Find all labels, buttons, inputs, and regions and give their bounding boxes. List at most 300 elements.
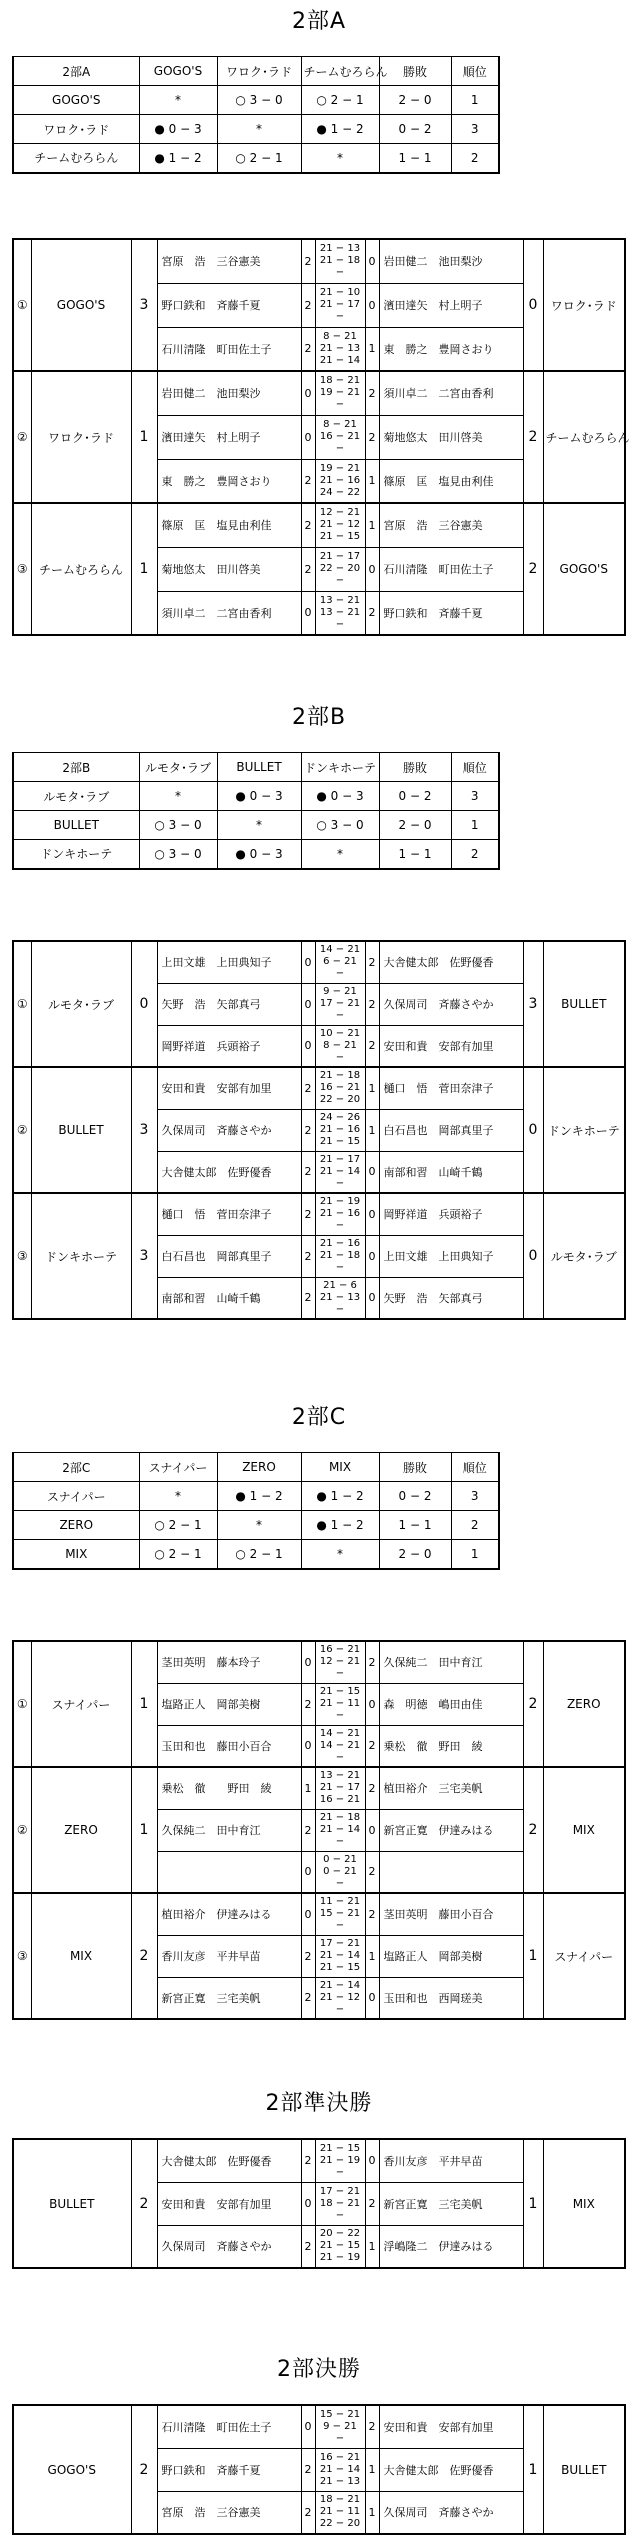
standings-cell: ● 1 − 2 (301, 1511, 379, 1540)
standings-row (13, 115, 499, 144)
set-score: 20 − 22 (319, 2228, 361, 2240)
set-score: 15 − 21 (319, 1908, 361, 1920)
standings-cell: 2 (451, 1511, 499, 1540)
left-games-won: 2 (301, 547, 315, 591)
right-games-won: 1 (365, 1109, 379, 1151)
set-score: 21 − 16 (319, 1238, 361, 1249)
right-games-won: 2 (365, 2405, 379, 2448)
right-games-won: 2 (365, 415, 379, 459)
right-pair-names: 玉田和也 西岡瑳美 (379, 1977, 523, 2019)
match-detail-table (12, 2404, 626, 2535)
standings-team-name: チームむろらん (13, 144, 139, 173)
set-score: 21 − 15 (319, 2240, 361, 2252)
standings-cell: 0 − 2 (379, 1482, 451, 1511)
left-team-points: 3 (131, 1193, 157, 1319)
set-score: 21 − 17 (319, 551, 361, 562)
standings-cell: ○ 2 − 1 (139, 1511, 217, 1540)
match-detail-table (12, 1640, 626, 2020)
left-pair-names: 野口鉄和 斉藤千夏 (157, 283, 301, 327)
set-score: − (335, 1877, 345, 1889)
set-score: 8 − 21 (323, 419, 357, 430)
standings-header-cell: BULLET (217, 753, 301, 782)
left-pair-names: 茎田英明 藤本玲子 (157, 1641, 301, 1683)
game-scores (315, 2139, 365, 2182)
right-pair-names: 茎田英明 藤田小百合 (379, 1893, 523, 1935)
right-games-won: 2 (365, 1025, 379, 1067)
set-score: 16 − 21 (319, 1082, 361, 1094)
game-row (13, 1067, 625, 1109)
set-score: − (335, 399, 345, 411)
right-team-points: 0 (523, 1193, 543, 1319)
set-score: 21 − 19 (319, 1196, 361, 1208)
standings-header-row (13, 57, 499, 86)
match-number: ② (13, 371, 31, 503)
game-scores (315, 1277, 365, 1319)
left-team-points: 1 (131, 1641, 157, 1767)
standings-header-cell: 順位 (451, 57, 499, 86)
right-pair-names: 南部和習 山崎千鶴 (379, 1151, 523, 1193)
left-team-name: スナイパー (31, 1641, 131, 1767)
left-pair-names: 菊地悠太 田川啓美 (157, 547, 301, 591)
left-pair-names: 久保純二 田中育江 (157, 1809, 301, 1851)
match-number: ② (13, 1767, 31, 1893)
set-score: 12 − 21 (319, 1656, 361, 1668)
set-score: − (335, 2003, 345, 2015)
standings-cell: 3 (451, 1482, 499, 1511)
standings-cell: 2 − 0 (379, 86, 451, 115)
standings-cell: 2 (451, 144, 499, 173)
set-score: 16 − 21 (319, 1644, 361, 1656)
set-score: 21 − 14 (319, 1950, 361, 1961)
set-score: 21 − 16 (319, 1124, 361, 1135)
game-scores (315, 1025, 365, 1067)
standings-cell: * (139, 86, 217, 115)
right-pair-names: 宮原 浩 三谷憲美 (379, 503, 523, 547)
left-pair-names: 新宮正寛 三宅美帆 (157, 1977, 301, 2019)
right-games-won: 1 (365, 327, 379, 371)
game-scores (315, 2448, 365, 2491)
standings-header-cell: 勝敗 (379, 753, 451, 782)
standings-header-row (13, 1453, 499, 1482)
left-team-name: チームむろらん (31, 503, 131, 635)
right-games-won: 0 (365, 1277, 379, 1319)
left-pair-names: 乗松 徹 野田 綾 (157, 1767, 301, 1809)
left-team-points: 1 (131, 503, 157, 635)
set-score: 21 − 10 (319, 287, 361, 298)
left-pair-names: 大舎健太郎 佐野優香 (157, 1151, 301, 1193)
set-score: − (335, 1920, 345, 1932)
game-row (13, 2405, 625, 2448)
standings-cell: ○ 2 − 1 (217, 144, 301, 173)
set-score: 21 − 15 (319, 1962, 361, 1973)
standings-team-name: ワロク･ラド (13, 115, 139, 144)
left-pair-names: 須川卓二 二宮由香利 (157, 591, 301, 635)
standings-cell: ● 1 − 2 (301, 115, 379, 144)
left-pair-names: 南部和習 山崎千鶴 (157, 1277, 301, 1319)
standings-header-cell: 順位 (451, 1453, 499, 1482)
set-score: 9 − 21 (323, 986, 357, 997)
standings-cell: 1 − 1 (379, 840, 451, 869)
right-pair-names: 新宮正寛 伊達みはる (379, 1809, 523, 1851)
right-pair-names: 白石昌也 岡部真里子 (379, 1109, 523, 1151)
set-score: − (335, 1177, 345, 1189)
left-team-points: 3 (131, 239, 157, 371)
standings-cell: 1 (451, 1540, 499, 1569)
set-score: 17 − 21 (319, 998, 361, 1009)
left-team-points: 3 (131, 1067, 157, 1193)
left-games-won: 2 (301, 1067, 315, 1109)
game-scores (315, 2225, 365, 2268)
right-pair-names: 岩田健二 池田梨沙 (379, 239, 523, 283)
set-score: 21 − 14 (319, 1824, 361, 1835)
game-row (13, 239, 625, 283)
set-score: 21 − 6 (323, 1279, 357, 1291)
right-pair-names: 安田和貴 安部有加里 (379, 1025, 523, 1067)
standings-team-name: スナイパー (13, 1482, 139, 1511)
left-games-won: 2 (301, 2139, 315, 2182)
game-scores (315, 1067, 365, 1109)
standings-cell: 3 (451, 115, 499, 144)
match-detail-table (12, 940, 626, 1320)
right-team-name: MIX (543, 2139, 625, 2268)
section-title: 2部A (291, 9, 347, 34)
left-pair-names: 上田文雄 上田典知子 (157, 941, 301, 983)
right-team-points: 2 (523, 371, 543, 503)
left-pair-names: 篠原 匡 塩見由利佳 (157, 503, 301, 547)
set-score: 21 − 13 (319, 1291, 361, 1303)
set-score: 21 − 19 (319, 2154, 361, 2166)
left-pair-names: 香川友彦 平井早苗 (157, 1935, 301, 1977)
right-games-won: 0 (365, 1151, 379, 1193)
standings-cell: * (139, 782, 217, 811)
left-pair-names: 宮原 浩 三谷憲美 (157, 2491, 301, 2534)
standings-cell: 0 − 2 (379, 782, 451, 811)
standings-header-cell: スナイパー (139, 1453, 217, 1482)
right-pair-names: 浮嶋隆二 伊達みはる (379, 2225, 523, 2268)
right-games-won: 0 (365, 2139, 379, 2182)
standings-header-cell: ZERO (217, 1453, 301, 1482)
set-score: 18 − 21 (319, 2197, 361, 2209)
set-score: 24 − 22 (319, 486, 361, 498)
game-scores (315, 239, 365, 283)
left-pair-names: 岩田健二 池田梨沙 (157, 371, 301, 415)
set-score: 16 − 21 (319, 1794, 361, 1806)
set-score: 0 − 21 (323, 1853, 357, 1865)
match-number: ① (13, 941, 31, 1067)
standings-cell: * (217, 115, 301, 144)
set-score: − (335, 2432, 345, 2444)
set-score: 13 − 21 (319, 1770, 361, 1782)
game-scores (315, 503, 365, 547)
standings-header-cell: MIX (301, 1453, 379, 1482)
standings-cell: 0 − 2 (379, 115, 451, 144)
standings-row (13, 1540, 499, 1569)
set-score: 9 − 21 (323, 2420, 357, 2432)
set-score: − (335, 1010, 345, 1021)
standings-table (12, 752, 500, 870)
game-scores (315, 1935, 365, 1977)
standings-cell: ○ 3 − 0 (217, 86, 301, 115)
left-games-won: 0 (301, 941, 315, 983)
standings-cell: 2 (451, 840, 499, 869)
set-score: 21 − 15 (319, 2142, 361, 2154)
set-score: 16 − 21 (319, 431, 361, 442)
game-scores (315, 283, 365, 327)
left-games-won: 2 (301, 1809, 315, 1851)
right-games-won: 0 (365, 283, 379, 327)
right-team-name: GOGO'S (543, 503, 625, 635)
left-pair-names: 玉田和也 藤田小百合 (157, 1725, 301, 1767)
left-pair-names (157, 1851, 301, 1893)
left-team-name: ルモタ･ラブ (31, 941, 131, 1067)
game-scores (315, 983, 365, 1025)
set-score: 14 − 21 (319, 944, 361, 956)
standings-row (13, 1511, 499, 1540)
standings-header-cell: GOGO'S (139, 57, 217, 86)
right-team-name: BULLET (543, 2405, 625, 2534)
standings-cell: * (301, 144, 379, 173)
right-pair-names: 大舎健太郎 佐野優香 (379, 2448, 523, 2491)
right-pair-names: 矢野 浩 矢部真弓 (379, 1277, 523, 1319)
right-games-won: 1 (365, 1067, 379, 1109)
set-score: 18 − 21 (319, 2494, 361, 2506)
standings-cell: 3 (451, 782, 499, 811)
standings-cell: 1 − 1 (379, 144, 451, 173)
set-score: 21 − 15 (319, 1686, 361, 1697)
game-scores (315, 1641, 365, 1683)
standings-header-cell: 勝敗 (379, 1453, 451, 1482)
right-team-name: チームむろらん (543, 371, 625, 503)
right-team-name: スナイパー (543, 1893, 625, 2019)
set-score: 21 − 14 (319, 1979, 361, 1991)
game-row (13, 503, 625, 547)
left-games-won: 2 (301, 327, 315, 371)
set-score: 0 − 21 (323, 1865, 357, 1877)
set-score: 21 − 18 (319, 1250, 361, 1261)
game-row (13, 1193, 625, 1235)
game-scores (315, 1851, 365, 1893)
set-score: − (335, 1836, 345, 1847)
right-games-won: 2 (365, 2182, 379, 2225)
set-score: 21 − 14 (319, 1165, 361, 1177)
left-games-won: 2 (301, 503, 315, 547)
match-number: ③ (13, 503, 31, 635)
standings-row (13, 811, 499, 840)
standings-cell: ○ 3 − 0 (301, 811, 379, 840)
standings-cell: 2 − 0 (379, 811, 451, 840)
right-team-points: 0 (523, 239, 543, 371)
match-number: ① (13, 239, 31, 371)
set-score: 21 − 17 (319, 1782, 361, 1794)
left-games-won: 0 (301, 415, 315, 459)
right-pair-names: 野口鉄和 斉藤千夏 (379, 591, 523, 635)
standings-row (13, 840, 499, 869)
left-team-name: GOGO'S (13, 2405, 131, 2534)
right-team-points: 0 (523, 1067, 543, 1193)
set-score: 18 − 21 (319, 375, 361, 387)
set-score: − (335, 1220, 345, 1232)
left-games-won: 2 (301, 1683, 315, 1725)
right-games-won: 0 (365, 1809, 379, 1851)
right-team-name: ドンキホーテ (543, 1067, 625, 1193)
right-games-won: 0 (365, 1235, 379, 1277)
left-pair-names: 安田和貴 安部有加里 (157, 2182, 301, 2225)
game-scores (315, 1725, 365, 1767)
right-pair-names: 新宮正寛 三宅美帆 (379, 2182, 523, 2225)
set-score: 21 − 16 (319, 1208, 361, 1220)
game-row (13, 1767, 625, 1809)
standings-cell: 1 (451, 811, 499, 840)
right-games-won: 1 (365, 2491, 379, 2534)
standings-cell: ○ 3 − 0 (139, 811, 217, 840)
left-pair-names: 植田裕介 伊達みはる (157, 1893, 301, 1935)
set-score: 21 − 11 (319, 2506, 361, 2518)
set-score: 21 − 14 (319, 354, 361, 366)
set-score: 19 − 21 (319, 462, 361, 474)
right-pair-names: 乗松 徹 野田 綾 (379, 1725, 523, 1767)
left-pair-names: 宮原 浩 三谷憲美 (157, 239, 301, 283)
right-pair-names: 菊地悠太 田川啓美 (379, 415, 523, 459)
right-pair-names (379, 1851, 523, 1893)
left-games-won: 2 (301, 1109, 315, 1151)
standings-cell: ● 0 − 3 (301, 782, 379, 811)
standings-cell: 2 − 0 (379, 1540, 451, 1569)
right-pair-names: 久保純二 田中育江 (379, 1641, 523, 1683)
set-score: 21 − 18 (319, 1812, 361, 1823)
right-games-won: 0 (365, 1683, 379, 1725)
standings-cell: ● 1 − 2 (301, 1482, 379, 1511)
set-score: − (335, 1051, 345, 1063)
standings-row (13, 86, 499, 115)
right-pair-names: 濱田達矢 村上明子 (379, 283, 523, 327)
left-team-points: 0 (131, 941, 157, 1067)
left-games-won: 0 (301, 1851, 315, 1893)
left-games-won: 0 (301, 983, 315, 1025)
game-row (13, 941, 625, 983)
right-team-name: BULLET (543, 941, 625, 1067)
set-score: − (335, 1668, 345, 1680)
game-scores (315, 1109, 365, 1151)
standings-header-cell: ワロク･ラド (217, 57, 301, 86)
left-games-won: 2 (301, 459, 315, 503)
set-score: 22 − 20 (319, 563, 361, 574)
set-score: 17 − 21 (319, 2185, 361, 2197)
standings-table (12, 1452, 500, 1570)
game-row (13, 371, 625, 415)
standings-header-cell: チームむろらん (301, 57, 379, 86)
standings-row (13, 782, 499, 811)
game-scores (315, 1767, 365, 1809)
game-scores (315, 1235, 365, 1277)
right-team-name: ワロク･ラド (543, 239, 625, 371)
right-pair-names: 大舎健太郎 佐野優香 (379, 941, 523, 983)
match-detail-table (12, 2138, 626, 2269)
set-score: 13 − 21 (319, 594, 361, 606)
left-pair-names: 安田和貴 安部有加里 (157, 1067, 301, 1109)
left-games-won: 0 (301, 371, 315, 415)
set-score: 19 − 21 (319, 387, 361, 399)
match-detail-table (12, 238, 630, 636)
standings-team-name: ドンキホーテ (13, 840, 139, 869)
right-games-won: 1 (365, 2448, 379, 2491)
standings-cell: ● 1 − 2 (217, 1482, 301, 1511)
set-score: 21 − 15 (319, 531, 361, 543)
right-games-won: 1 (365, 2225, 379, 2268)
set-score: − (335, 968, 345, 980)
right-pair-names: 篠原 匡 塩見由利佳 (379, 459, 523, 503)
left-pair-names: 久保周司 斉藤さやか (157, 2225, 301, 2268)
set-score: − (335, 267, 345, 279)
right-team-name: ZERO (543, 1641, 625, 1767)
left-pair-names: 石川清隆 町田佐土子 (157, 327, 301, 371)
set-score: − (335, 311, 345, 322)
left-games-won: 2 (301, 239, 315, 283)
standings-header-cell: ドンキホーテ (301, 753, 379, 782)
standings-cell: ● 0 − 3 (217, 782, 301, 811)
section-title: 2部C (291, 1405, 347, 1430)
set-score: 6 − 21 (323, 956, 357, 968)
left-team-name: BULLET (13, 2139, 131, 2268)
left-pair-names: 濱田達矢 村上明子 (157, 415, 301, 459)
game-row (13, 1893, 625, 1935)
standings-team-name: ルモタ･ラブ (13, 782, 139, 811)
left-games-won: 2 (301, 283, 315, 327)
left-games-won: 0 (301, 1641, 315, 1683)
right-pair-names: 久保周司 斉藤さやか (379, 2491, 523, 2534)
standings-header-cell: 2部C (13, 1453, 139, 1482)
right-team-points: 1 (523, 2139, 543, 2268)
left-team-name: MIX (31, 1893, 131, 2019)
standings-cell: * (301, 1540, 379, 1569)
set-score: 24 − 26 (319, 1112, 361, 1123)
left-team-points: 2 (131, 1893, 157, 2019)
section-title: 2部決勝 (277, 2357, 361, 2382)
right-games-won: 2 (365, 941, 379, 983)
left-games-won: 2 (301, 1977, 315, 2019)
right-games-won: 0 (365, 1977, 379, 2019)
set-score: − (335, 1262, 345, 1273)
game-scores (315, 2182, 365, 2225)
standings-table (12, 56, 500, 174)
left-games-won: 0 (301, 2182, 315, 2225)
set-score: 21 − 13 (319, 342, 361, 354)
left-games-won: 0 (301, 2405, 315, 2448)
standings-cell: ● 0 − 3 (217, 840, 301, 869)
game-scores (315, 1151, 365, 1193)
set-score: − (335, 443, 345, 454)
left-games-won: 2 (301, 1277, 315, 1319)
set-score: 17 − 21 (319, 1938, 361, 1949)
left-games-won: 2 (301, 1935, 315, 1977)
standings-row (13, 1482, 499, 1511)
left-games-won: 1 (301, 1767, 315, 1809)
set-score: 21 − 12 (319, 1991, 361, 2003)
standings-header-cell: 順位 (451, 753, 499, 782)
game-scores (315, 591, 365, 635)
standings-cell: ○ 2 − 1 (301, 86, 379, 115)
right-pair-names: 安田和貴 安部有加里 (379, 2405, 523, 2448)
left-team-name: ワロク･ラド (31, 371, 131, 503)
left-games-won: 0 (301, 1725, 315, 1767)
right-games-won: 1 (365, 503, 379, 547)
set-score: 13 − 21 (319, 606, 361, 618)
standings-cell: ○ 3 − 0 (139, 840, 217, 869)
section-title: 2部B (291, 705, 347, 730)
right-team-points: 1 (523, 1893, 543, 2019)
standings-cell: ○ 2 − 1 (217, 1540, 301, 1569)
set-score: 21 − 13 (319, 2475, 361, 2487)
standings-cell: * (217, 811, 301, 840)
